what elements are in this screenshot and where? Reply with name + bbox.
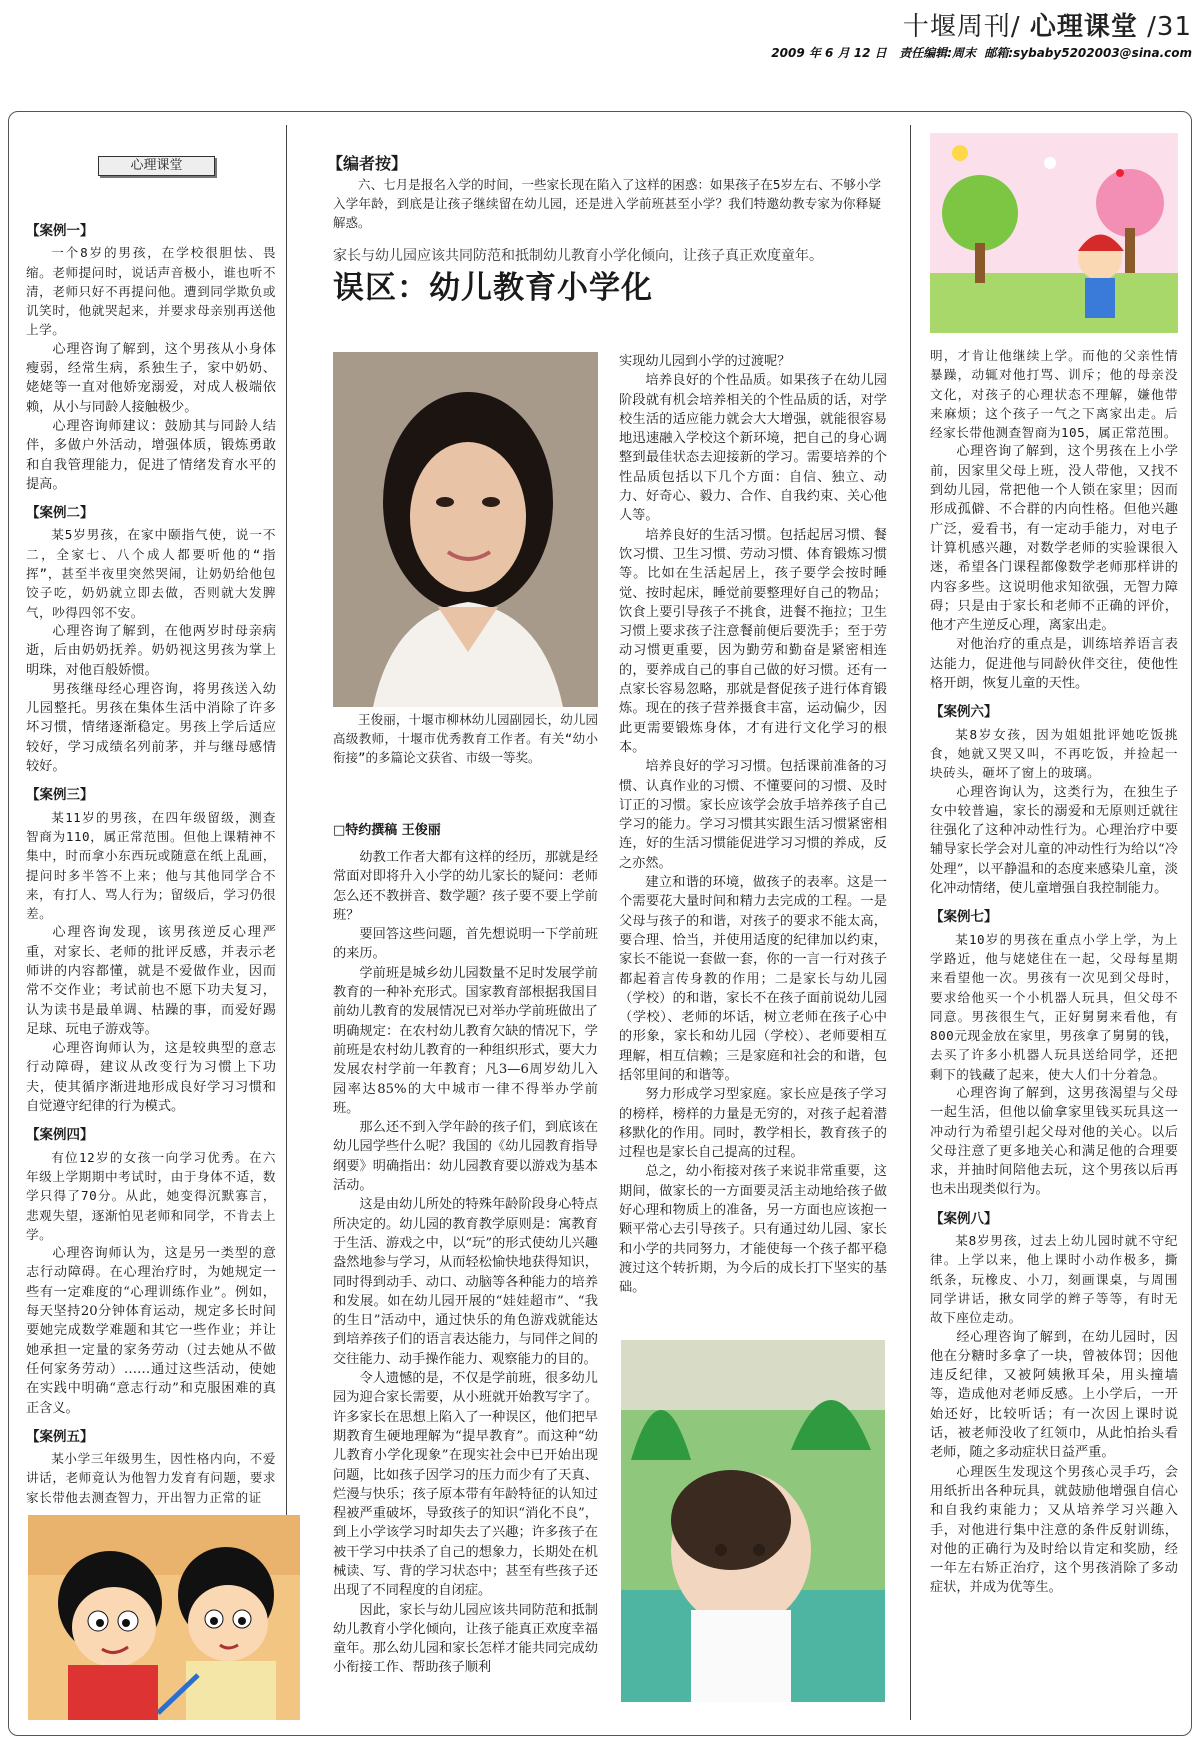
column-divider [910, 125, 911, 1720]
case-label: 【案例八】 [930, 1210, 998, 1227]
case-paragraph: 心理咨询发现，该男孩逆反心理严重，对家长、老师的批评反感，并表示老师讲的内容都懂，就是不爱做作业，因而常不交作业；考试前也不愿下功夫复习，认为读书是最单调、枯躁的事，而爱好踢足球、玩电子游戏等。 [26, 925, 276, 1037]
case-paragraph: 经心理咨询了解到，在幼儿园时，因他在分糖时多拿了一块，曾被体罚；因他违反纪律，又被阿姨揪耳朵，用头撞墙等，造成他对老师反感。上小学后，一开始还好，比较听话；有一次因上课时说话，被老师没收了红领巾，从此怕抬头看老师，随之多动症状日益严重。 [930, 1329, 1178, 1461]
case-story: 一个8岁的男孩，在学校很胆怯、畏缩。老师提问时，说话声音极小，谁也听不清，老师只好不再提问他。遭到同学欺负或讥笑时，他就哭起来，并要求母亲别再送他上学。 [26, 245, 276, 338]
case-paragraph: 心理咨询师认为，这是较典型的意志行动障碍，建议从改变行为习惯上下功夫，使其循序渐进地形成良好学习习惯和自觉遵守纪律的行为模式。 [26, 1041, 276, 1115]
case-story: 某8岁女孩，因为姐姐批评她吃饭挑食，她就又哭又叫，不再吃饭，并捡起一块砖头，砸坏了窗上的玻璃。 [930, 726, 1178, 781]
byline: □特约撰稿 王俊丽 [333, 823, 441, 838]
case-paragraph: 心理咨询师建议：鼓励其与同龄人结伴，多做户外活动，增强体质，锻炼勇敢和自我管理能力，促进了情绪发育水平的提高。 [26, 418, 276, 492]
children-playground-photo [621, 1340, 885, 1702]
case-paragraph: 男孩继母经心理咨询，将男孩送入幼儿园整托。男孩在集体生活中消除了许多坏习惯，情绪逐渐稳定。男孩上学后适应较好，学习成绩名列前茅，并与继母感情较好。 [26, 681, 276, 775]
case-4 [26, 1126, 276, 1417]
article-paragraph: 培养良好的生活习惯。包括起居习惯、餐饮习惯、卫生习惯、劳动习惯、体育锻炼习惯等。比如在生活起居上，孩子要学会按时睡觉、按时起床，睡觉前要整理好自己的物品；饮食上要引导孩子不挑食，进餐不拖拉；卫生习惯上要求孩子注意餐前便后要洗手；至于劳动习惯更重要，因为勤劳和勤奋是紧密相连的，要养成自己的事自己做的好习惯。还有一点家长容易忽略，那就是督促孩子进行体育锻炼。现在的孩子营养摄食丰富，运动偏少，因此更需要锻炼身体，才有进行文化学习的根本。 [619, 527, 887, 755]
case-label: 【案例四】 [26, 1127, 94, 1144]
case-label: 【案例六】 [930, 704, 998, 721]
case-paragraph: 对他治疗的重点是，训练培养语言表达能力，促进他与同龄伙伴交往，使他性格开朗，恢复儿童的天性。 [930, 637, 1178, 692]
paper-name: 十堰周刊 [902, 12, 1011, 42]
article-paragraph: 令人遗憾的是，不仅是学前班，很多幼儿园为迎合家长需要，从小班就开始教写字了。许多家长在思想上陷入了一种误区，他们把早期教育生硬地理解为“提早教育”。而这种“幼儿教育小学化现象”在现实社会中已开始出现问题，比如孩子因学习的压力而少有了天真、烂漫与快乐；孩子原本带有年龄特征的认知过程被严重破坏，导致孩子的知识“消化不良”，到上小学该学习时却失去了兴趣；许多孩子在被干学习中扶杀了自己的想象力，长期处在机械读、写、背的学习状态中；甚至有些孩子还出现了不同程度的自闭症。 [333, 1371, 598, 1599]
article-paragraph: 因此，家长与幼儿园应该共同防范和抵制幼儿教育小学化倾向，让孩子能真正欢度幸福童年。那么幼儿园和家长怎样才能共同完成幼小衔接工作、帮助孩子顺利 [333, 1602, 598, 1676]
editor-name: 责任编辑:周末 [899, 46, 976, 60]
editor-note-text: 六、七月是报名入学的时间，一些家长现在陷入了这样的困惑：如果孩子在5岁左右、不够小学入学年龄，到底是让孩子继续留在幼儿园，还是进入学前班甚至小学？我们特邀幼教专家为你释疑解惑。 [333, 177, 881, 230]
case-6 [930, 703, 1178, 898]
case-story: 某5岁男孩，在家中颐指气使，说一不二，全家七、八个成人都要听他的“指挥”，甚至半夜里突然哭闹，让奶奶给他包饺子吃，奶奶就立即去做，否则就大发脾气，吵得四邻不安。 [26, 527, 276, 620]
case-story: 有位12岁的女孩一向学习优秀。在六年级上学期期中考试时，由于身体不适，数学只得了70分。从此，她变得沉默寡言，悲观失望，逐渐怕见老师和同学，不肯去上学。 [26, 1149, 276, 1242]
case-5 [26, 1428, 276, 1507]
cartoon-child-illustration [930, 133, 1178, 333]
case-paragraph: 心理咨询师认为，这是另一类型的意志行动障碍。在心理治疗时，为她规定一些有一定难度的“心理训练作业”。例如，每天坚持20分钟体育运动，规定多长时间要她完成数学难题和其它一些作业；并让她承担一定量的家务劳动（过去她从不做任何家务劳动）……通过这些活动，使她在实践中明确“意志行动”和克服困难的真正含义。 [26, 1246, 276, 1416]
case-label: 【案例五】 [26, 1428, 94, 1445]
case-paragraph: 心理医生发现这个男孩心灵手巧，会用纸折出各种玩具，就鼓励他增强自信心和自我约束能力；又从培养学习兴趣入手，对他进行集中注意的条件反射训练，对他的正确行为及时给以肯定和奖励，经一年左右矫正治疗，这个男孩消除了多动症状，并成为优等生。 [930, 1464, 1178, 1596]
article-paragraph: 那么还不到入学年龄的孩子们，到底该在幼儿园学些什么呢？我国的《幼儿园教育指导纲要》明确指出：幼儿园教育要以游戏为基本活动。 [333, 1120, 598, 1194]
article-paragraph: 培养良好的个性品质。如果孩子在幼儿园阶段就有机会培养相关的个性品质的话，对学校生活的适应能力就会大大增强，就能很容易地迅速融入学校这个新环境，把自己的身心调整到最佳状态去迎接新的学习。需要培养的个性品质包括以下几个方面：自信、独立、动力、好奇心、毅力、合作、自我约束、关心他人等。 [619, 373, 887, 524]
case-7 [930, 908, 1178, 1199]
author-caption [333, 710, 598, 767]
article-paragraph: 总之，幼小衔接对孩子来说非常重要，这期间，做家长的一方面要灵活主动地给孩子做好心理和物质上的准备，另一方面也应该抱一颗平常心去引导孩子。只有通过幼儿园、家长和小学的共同努力，才能使每一个孩子都平稳渡过这个转折期，为今后的成长打下坚实的基础。 [619, 1164, 887, 1296]
case-2 [26, 504, 276, 776]
case-label: 【案例三】 [26, 787, 94, 804]
editor-email[interactable]: 邮箱:sybaby5202003@sina.com [984, 46, 1192, 60]
case-paragraph: 心理咨询了解到，这个男孩在上小学前，因家里父母上班，没人带他，又找不到幼儿园，常把他一个人锁在家里；因而形成孤僻、不合群的内向性格。但他兴趣广泛，爱看书，有一定动手能力，对电子计算机感兴趣，对数学老师的实验课很入迷，希望各门课程都像数学老师那样讲的内容多些。这说明他求知欲强，无智力障碍；只是由于家长和老师不正确的评价，他才产生逆反心理，离家出走。 [930, 444, 1178, 634]
article-paragraph: 实现幼儿园到小学的过渡呢？ [619, 354, 791, 369]
left-column [26, 212, 276, 1512]
article-paragraph: 这是由幼儿所处的特殊年龄阶段身心特点所决定的。幼儿园的教育教学原则是：寓教育于生活、游戏之中，以“玩”的形式使幼儿兴趣盎然地参与学习，从而轻松愉快地获得知识，同时得到动手、动口、动脑等各种能力的培养和发展。如在幼儿园开展的“娃娃超市”、“我的生日”活动中，通过快乐的角色游戏就能达到培养孩子们的语言表达能力，与同伴之间的交往能力、动手操作能力、观察能力的目的。 [333, 1197, 598, 1367]
caption-text: 王俊丽，十堰市柳林幼儿园副园长，幼儿园高级教师，十堰市优秀教育工作者。有关“幼小衔接”的多篇论文获省、市级一等奖。 [333, 712, 598, 765]
section-name: 心理课堂 [1029, 12, 1138, 42]
case-paragraph: 心理咨询了解到，在他两岁时母亲病逝，后由奶奶抚养。奶奶视这男孩为掌上明珠，对他百般娇惯。 [26, 623, 276, 678]
case-label: 【案例二】 [26, 505, 94, 522]
case-1 [26, 222, 276, 494]
case-story: 某11岁的男孩，在四年级留级，测查智商为110，属正常范围。但他上课精神不集中，时而拿小东西玩或随意在纸上乱画，提问时多半答不上来；他与其他同学合不来，有打人、骂人行为；留级后，学习仍很差。 [26, 809, 276, 922]
article-paragraph: 努力形成学习型家庭。家长应是孩子学习的榜样，榜样的力量是无穷的，对孩子起着潜移默化的作用。同时，教学相长，教育孩子的过程也是家长自己提高的过程。 [619, 1087, 887, 1161]
article-paragraph: 建立和谐的环境，做孩子的表率。这是一个需要花大量时间和精力去完成的工程。一是父母与孩子的和谐，对孩子的要求不能太高，要合理、恰当，并使用适度的纪律加以约束，家长不能说一套做一套，你的一言一行对孩子都起着言传身教的作用；二是家长与幼儿园（学校）的和谐，家长不在孩子面前说幼儿园（学校）、老师的坏话，树立老师在孩子心中的形象，家长和幼儿园（学校）、老师要相互理解，相互信赖；三是家庭和社会的和谐，包括邻里间的和谐等。 [619, 875, 887, 1083]
case-3 [26, 786, 276, 1116]
case-story: 某8岁男孩，过去上幼儿园时就不守纪律。上学以来，他上课时小动作极多，撕纸条，玩橡皮、小刀，刻画课桌，与周围同学讲话，揪女同学的辫子等等，有时无故下座位走动。 [930, 1233, 1178, 1326]
cartoon-children-illustration [28, 1515, 300, 1720]
case-paragraph: 心理咨询了解到，这个男孩从小身体瘦弱，经常生病，系独生子，家中奶奶、姥姥等一直对他娇宠溺爱，对成人极端依赖，从小与同龄人接触极少。 [26, 341, 276, 415]
article-paragraph: 幼教工作者大都有这样的经历，那就是经常面对即将升入小学的幼儿家长的疑问：老师怎么还不教拼音、数学题？孩子要不要上学前班？ [333, 850, 598, 923]
case-story-continued: 明，才肯让他继续上学。而他的父亲性情暴躁，动辄对他打骂、训斥；他的母亲没文化，对孩子的心理状态不理解，嫌他带来麻烦；这个孩子一气之下离家出走。后经家长带他测查智商为105，属正常范围。 [930, 348, 1178, 441]
article-column-1 [333, 848, 598, 1708]
case-paragraph: 心理咨询认为，这类行为，在独生子女中较普遍，家长的溺爱和无原则迁就往往强化了这种冲动性行为。心理治疗中要辅导家长学会对儿童的冲动性行为给以“冷处理”，以平静温和的态度来感染儿童，淡化冲动情绪，使儿童增强自我控制能力。 [930, 784, 1178, 897]
article-paragraph: 学前班是城乡幼儿园数量不足时发展学前教育的一种补充形式。国家教育部根据我国目前幼儿教育的发展情况已对举办学前班做出了明确规定：在农村幼儿教育欠缺的情况下，学前班是农村幼儿教育的一种组织形式，要大力发展农村学前一年教育；凡3—6周岁幼儿入园率达85%的大中城市一律不得举办学前班。 [333, 965, 598, 1116]
page-header-title: 十堰周刊/ 心理课堂 /31 [902, 12, 1192, 42]
article-column-2 [619, 352, 887, 1332]
editor-note [333, 175, 881, 232]
column-divider [286, 125, 287, 1720]
case-paragraph: 心理咨询了解到，这男孩渴望与父母一起生活，但他以偷拿家里钱买玩具这一冲动行为希望引起父母对他的关心。以后父母注意了更多地关心和满足他的合理要求，并抽时间陪他去玩，这个男孩以后再也未出现类似行为。 [930, 1085, 1178, 1198]
article-headline: 误区：幼儿教育小学化 [333, 270, 653, 306]
article-paragraph: 培养良好的学习习惯。包括课前准备的习惯、认真作业的习惯、不懂要问的习惯、及时订正的习惯。家长应该学会放手培养孩子自己学习的能力。学习习惯其实跟生活习惯紧密相连，好的生活习惯能促进学习习惯的养成，反之亦然。 [619, 759, 887, 871]
case-story: 某10岁的男孩在重点小学上学，为上学路近，他与姥姥住在一起，父母每星期来看望他一次。男孩有一次见到父母时，要求给他买一个小机器人玩具，但父母不同意。男孩很生气，正好舅舅来看他，有800元现金放在家里，男孩拿了舅舅的钱，去买了许多小机器人玩具送给同学，还把剩下的钱藏了起来，使大人们十分着急。 [930, 931, 1178, 1082]
article-lead: 家长与幼儿园应该共同防范和抵制幼儿教育小学化倾向，让孩子真正欢度童年。 [333, 248, 823, 264]
section-tag: 心理课堂 [98, 156, 215, 176]
issue-date: 2009 年 6 月 12 日 [771, 46, 887, 60]
case-story: 某小学三年级男生，因性格内向，不爱讲话，老师竟认为他智力发育有问题，要求家长带他去测查智力，开出智力正常的证 [26, 1451, 276, 1505]
author-photo [333, 352, 598, 707]
page-header-meta [771, 44, 1192, 61]
case-label: 【案例一】 [26, 223, 94, 239]
editor-note-heading: 【编者按】 [327, 154, 408, 173]
right-column [930, 346, 1178, 1716]
page-number: 31 [1156, 12, 1192, 42]
article-paragraph: 要回答这些问题，首先想说明一下学前班的来历。 [333, 927, 598, 962]
case-label: 【案例七】 [930, 909, 998, 926]
case-8 [930, 1210, 1178, 1598]
